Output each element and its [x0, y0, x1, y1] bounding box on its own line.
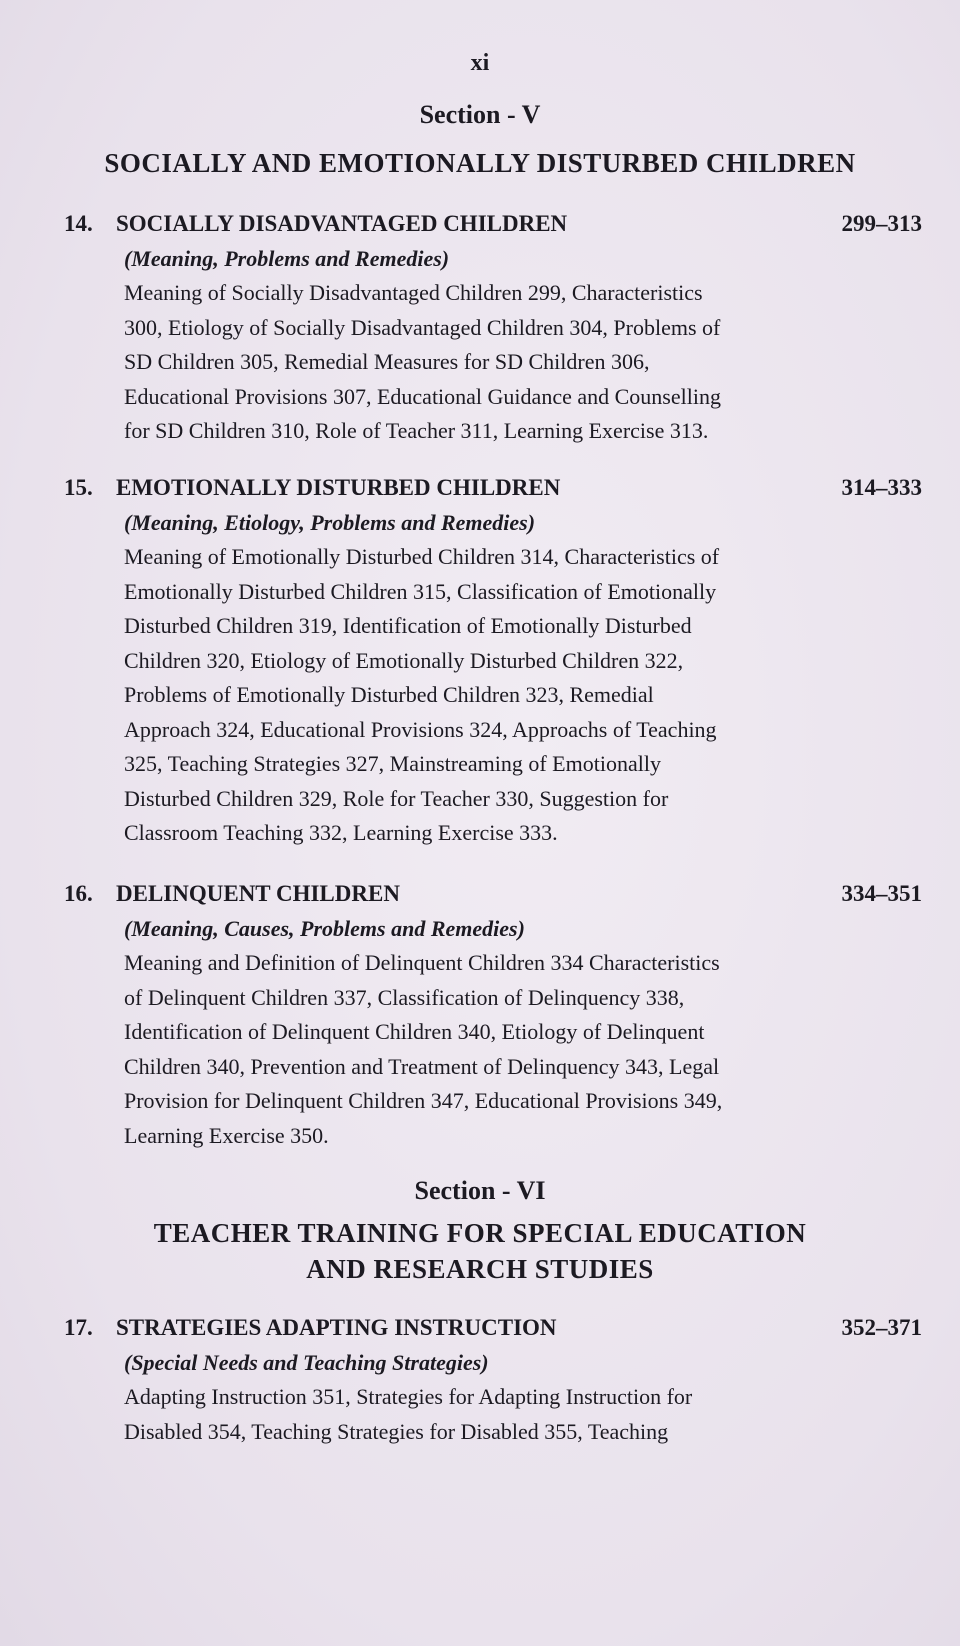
chapter-17-subtitle: (Special Needs and Teaching Strategies) — [124, 1350, 489, 1375]
contents-line: Meaning of Emotionally Disturbed Children 314, Characteristics of — [124, 544, 720, 569]
chapter-15-pages: 314–333 — [841, 475, 922, 500]
chapter-17-pages: 352–371 — [841, 1315, 922, 1340]
chapter-17-heading — [64, 1310, 922, 1346]
contents-line: Approach 324, Educational Provisions 324, Approachs of Teaching — [124, 716, 717, 742]
contents-line: Identification of Delinquent Children 340, Etiology of Delinquent — [124, 1019, 705, 1044]
chapter-14-pages: 299–313 — [841, 211, 922, 236]
section-vi-title-line1: TEACHER TRAINING FOR SPECIAL EDUCATION — [153, 1218, 807, 1248]
chapter-14-contents — [124, 276, 922, 449]
chapter-17-contents — [124, 1380, 922, 1449]
page-number: xi — [470, 50, 490, 76]
contents-line: of Delinquent Children 337, Classification of Delinquency 338, — [124, 984, 685, 1010]
contents-line: for SD Children 310, Role of Teacher 311, Learning Exercise 313. — [124, 418, 709, 443]
chapter-15-contents — [124, 540, 922, 851]
section-vi-title-line2: AND RESEARCH STUDIES — [306, 1254, 654, 1284]
chapter-15-title: EMOTIONALLY DISTURBED CHILDREN — [116, 475, 561, 500]
contents-line: Disturbed Children 329, Role for Teacher 330, Suggestion for — [124, 785, 669, 811]
contents-line: Problems of Emotionally Disturbed Children 323, Remedial — [124, 682, 654, 707]
chapter-16-number: 16. — [64, 881, 93, 906]
contents-line: Meaning of Socially Disadvantaged Children 299, Characteristics — [124, 280, 703, 305]
chapter-14-number: 14. — [64, 211, 93, 236]
chapter-15 — [64, 470, 922, 851]
contents-line: SD Children 305, Remedial Measures for SD Children 306, — [124, 349, 650, 374]
contents-line: 325, Teaching Strategies 327, Mainstreaming of Emotionally — [124, 751, 661, 776]
chapter-16-contents — [124, 946, 922, 1153]
contents-line: Adapting Instruction 351, Strategies for Adapting Instruction for — [124, 1384, 693, 1409]
section-v-title: SOCIALLY AND EMOTIONALLY DISTURBED CHILDREN — [104, 148, 856, 178]
chapter-15-heading — [64, 470, 922, 506]
chapter-14 — [64, 206, 922, 449]
contents-line: Children 320, Etiology of Emotionally Disturbed Children 322, — [124, 647, 684, 673]
chapter-16-heading — [64, 876, 922, 912]
chapter-14-title: SOCIALLY DISADVANTAGED CHILDREN — [116, 211, 568, 236]
chapter-16-pages: 334–351 — [841, 881, 922, 906]
chapter-16-title: DELINQUENT CHILDREN — [116, 881, 400, 906]
contents-line: 300, Etiology of Socially Disadvantaged Children 304, Problems of — [124, 314, 721, 340]
contents-line: Disturbed Children 319, Identification of Emotionally Disturbed — [124, 613, 692, 638]
contents-line: Meaning and Definition of Delinquent Children 334 Characteristics — [124, 950, 720, 975]
chapter-14-heading — [64, 206, 922, 242]
section-vi-label: Section - VI — [414, 1176, 546, 1205]
chapter-14-subtitle: (Meaning, Problems and Remedies) — [124, 246, 450, 271]
contents-line: Children 340, Prevention and Treatment of Delinquency 343, Legal — [124, 1053, 720, 1079]
contents-line: Emotionally Disturbed Children 315, Classification of Emotionally — [124, 578, 717, 604]
chapter-15-number: 15. — [64, 475, 93, 500]
chapter-16-subtitle: (Meaning, Causes, Problems and Remedies) — [124, 916, 525, 941]
chapter-17-number: 17. — [64, 1315, 93, 1340]
chapter-17-title: STRATEGIES ADAPTING INSTRUCTION — [116, 1315, 557, 1340]
contents-line: Provision for Delinquent Children 347, Educational Provisions 349, — [124, 1088, 723, 1113]
contents-line: Educational Provisions 307, Educational Guidance and Counselling — [124, 383, 721, 409]
contents-line: Classroom Teaching 332, Learning Exercise 333. — [124, 820, 558, 845]
section-v-label: Section - V — [419, 100, 541, 129]
contents-line: Disabled 354, Teaching Strategies for Disabled 355, Teaching — [124, 1418, 669, 1444]
contents-line: Learning Exercise 350. — [124, 1122, 329, 1148]
chapter-16 — [64, 876, 922, 1153]
chapter-15-subtitle: (Meaning, Etiology, Problems and Remedies) — [124, 510, 536, 535]
chapter-17 — [64, 1310, 922, 1449]
